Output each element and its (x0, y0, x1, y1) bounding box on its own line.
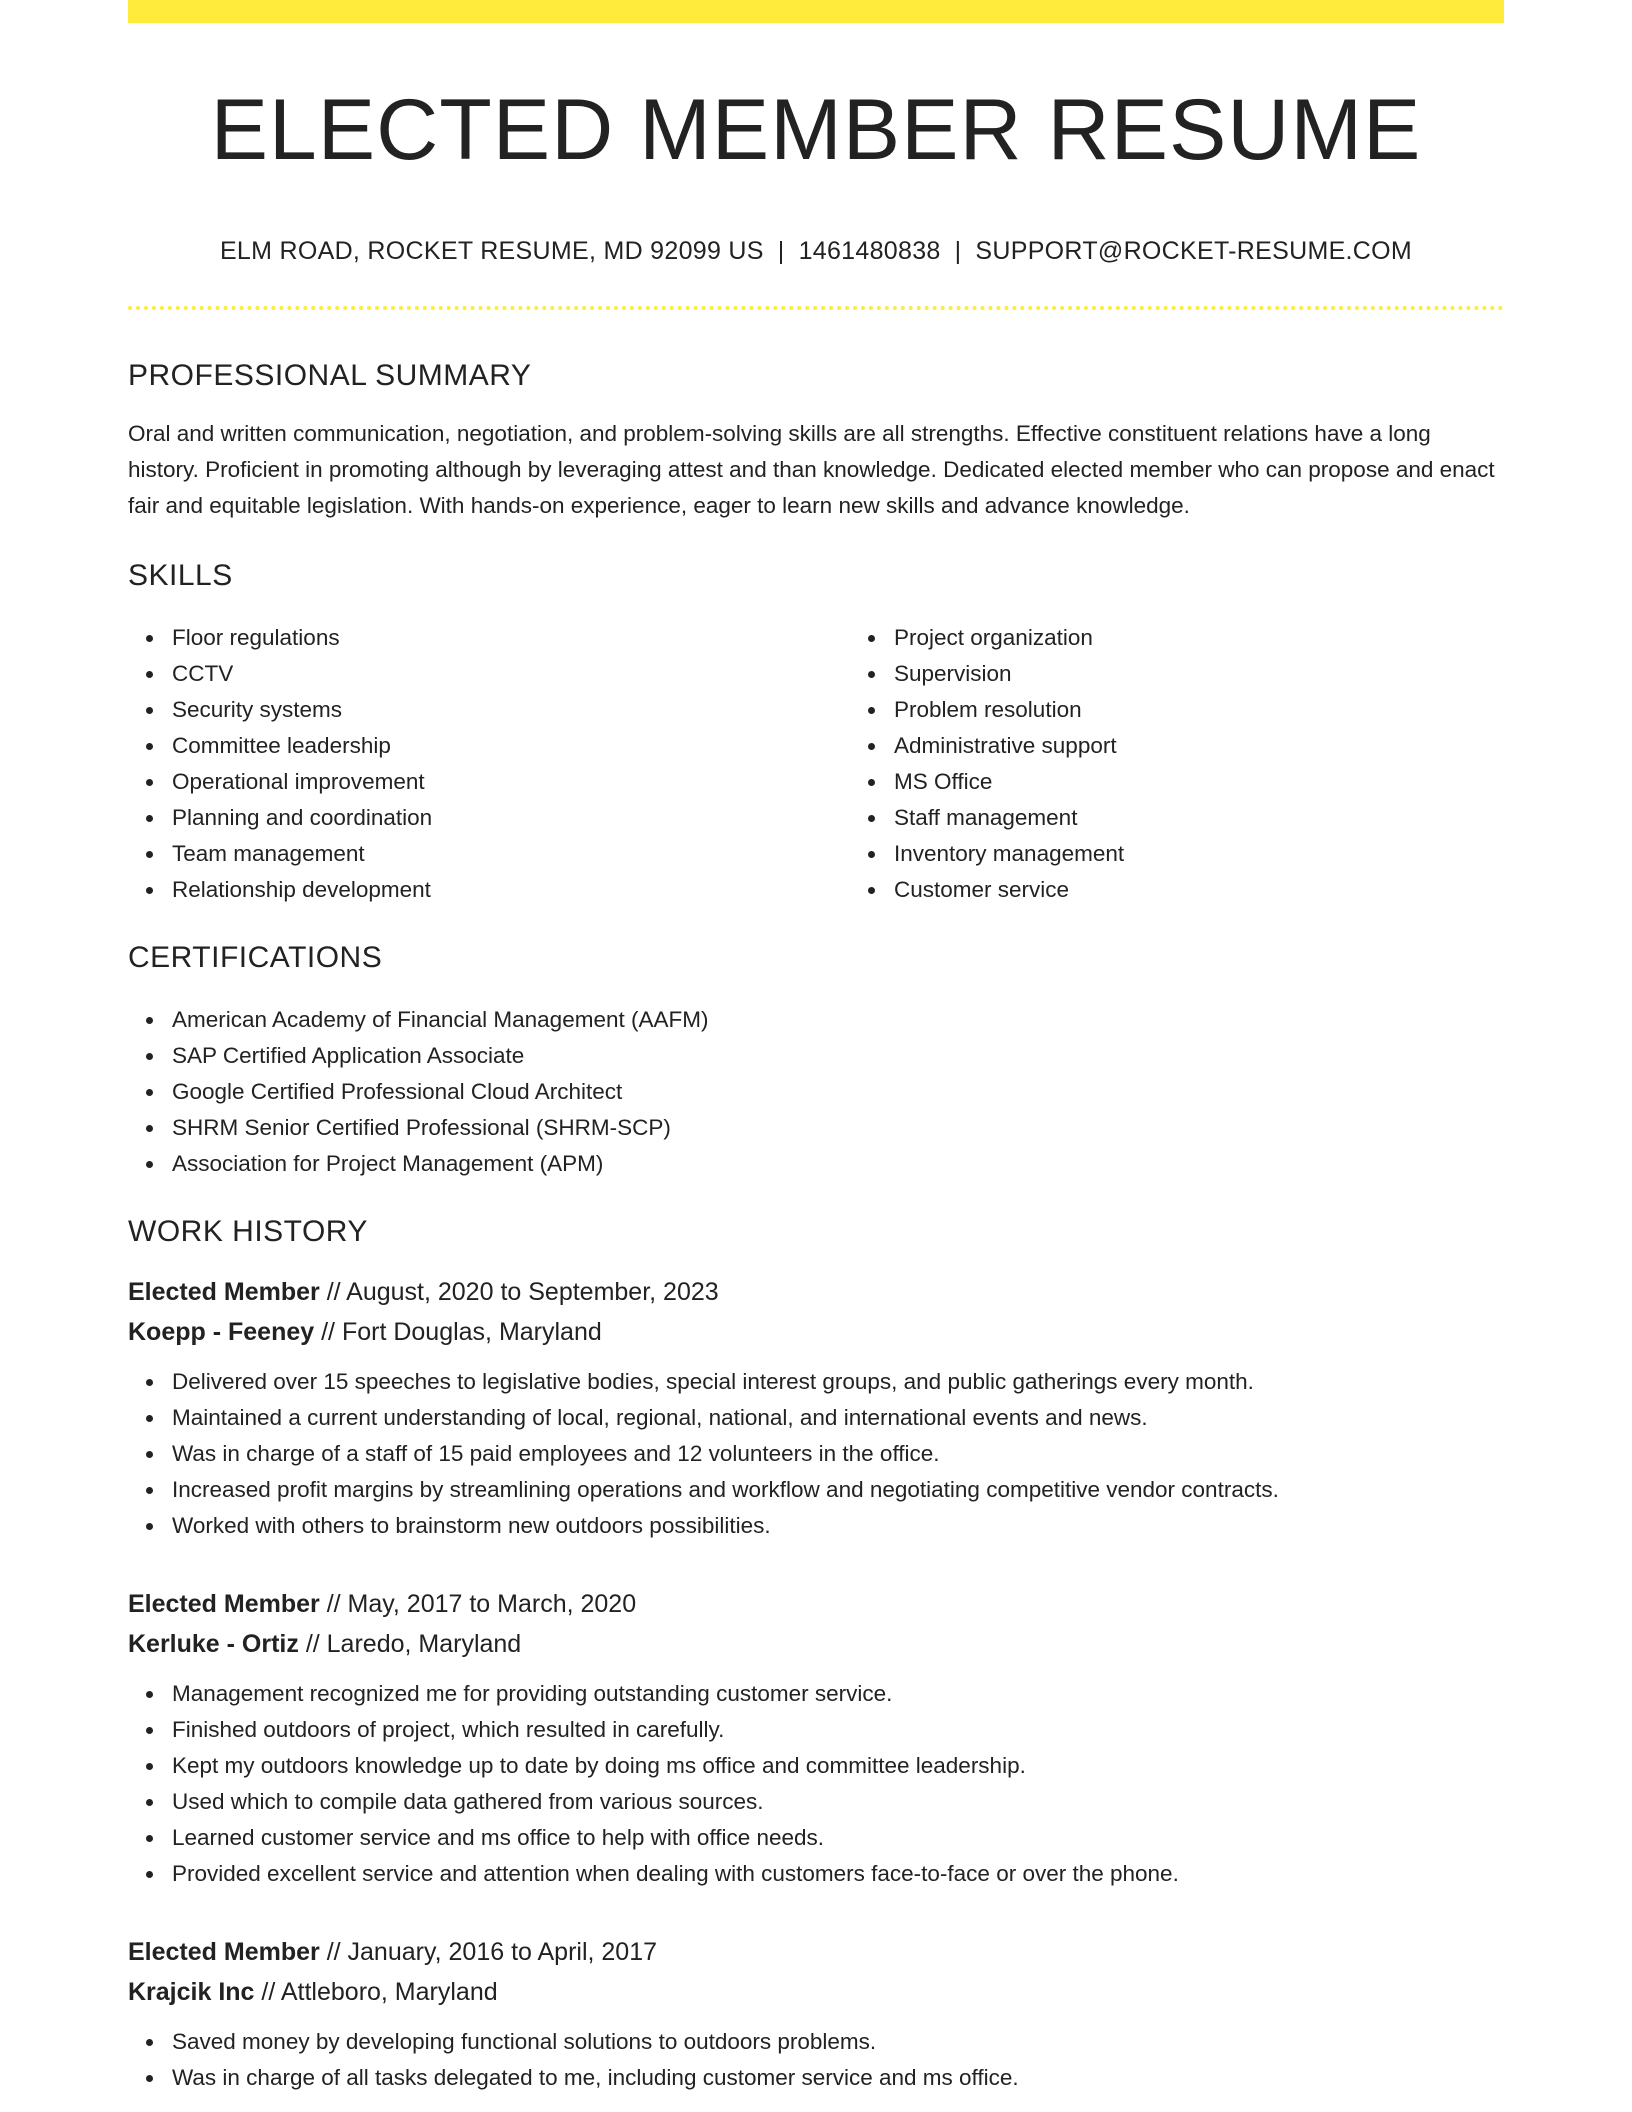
work-history-heading: WORK HISTORY (128, 1214, 368, 1248)
certification-item: American Academy of Financial Management (AAFM) (172, 1002, 1504, 1038)
job-bullet: Worked with others to brainstorm new outdoors possibilities. (172, 1508, 1504, 1544)
job-bullet: Was in charge of all tasks delegated to me, including customer service and ms office. (172, 2060, 1504, 2096)
summary-text: Oral and written communication, negotiation, and problem-solving skills are all strengths. Effective constituent relations have a long history. Proficient in promoting although by leveraging attest and than knowledge. Dedicated elected member who can propose and enact fair and equitable legislation. With hands-on experience, eager to learn new skills and advance knowledge. (128, 420, 1495, 518)
job-bullet: Finished outdoors of project, which resulted in carefully. (172, 1712, 1504, 1748)
job-bullet: Saved money by developing functional solutions to outdoors problems. (172, 2024, 1504, 2060)
skill-item: Floor regulations (172, 620, 850, 656)
certifications-heading: CERTIFICATIONS (128, 940, 383, 974)
skill-item: Project organization (894, 620, 1572, 656)
job-bullet: Used which to compile data gathered from various sources. (172, 1784, 1504, 1820)
skills-list-right (850, 620, 1572, 908)
job-role: Elected Member (128, 1589, 320, 1618)
skill-item: Committee leadership (172, 728, 850, 764)
skills-heading: SKILLS (128, 558, 233, 592)
job-company: Krajcik Inc (128, 1977, 255, 2006)
accent-bar (128, 0, 1504, 23)
certifications-list (128, 1002, 1504, 1182)
job-bullet: Increased profit margins by streamlining operations and workflow and negotiating competitive vendor contracts. (172, 1472, 1504, 1508)
job-role: Elected Member (128, 1277, 320, 1306)
job-location: // Laredo, Maryland (298, 1629, 522, 1658)
skills-list-left (128, 620, 850, 908)
contact-separator: | (954, 236, 962, 265)
certification-item: SAP Certified Application Associate (172, 1038, 1504, 1074)
skill-item: MS Office (894, 764, 1572, 800)
skill-item: Operational improvement (172, 764, 850, 800)
contact-line (128, 236, 1504, 266)
job-entry (128, 1272, 1504, 1544)
certification-item: SHRM Senior Certified Professional (SHRM-SCP) (172, 1110, 1504, 1146)
certification-item: Google Certified Professional Cloud Architect (172, 1074, 1504, 1110)
job-company-line (128, 1312, 1504, 1352)
dotted-divider (128, 306, 1504, 310)
resume-page (128, 0, 1504, 2096)
skills-columns (128, 620, 1504, 908)
contact-phone: 1461480838 (798, 236, 941, 265)
job-bullet: Learned customer service and ms office to help with office needs. (172, 1820, 1504, 1856)
job-dates: // May, 2017 to March, 2020 (319, 1589, 637, 1618)
job-role-line (128, 1272, 1504, 1312)
skill-item: Security systems (172, 692, 850, 728)
job-bullets (128, 2024, 1504, 2096)
job-role-line (128, 1932, 1504, 1972)
skill-item: Planning and coordination (172, 800, 850, 836)
job-entry (128, 1584, 1504, 1892)
job-company-line (128, 1972, 1504, 2012)
resume-title: ELECTED MEMBER RESUME (210, 82, 1422, 178)
job-company: Koepp - Feeney (128, 1317, 315, 1346)
job-entry (128, 1932, 1504, 2096)
job-dates: // January, 2016 to April, 2017 (319, 1937, 658, 1966)
job-bullet: Kept my outdoors knowledge up to date by doing ms office and committee leadership. (172, 1748, 1504, 1784)
skill-item: Supervision (894, 656, 1572, 692)
job-role: Elected Member (128, 1937, 320, 1966)
skill-item: Administrative support (894, 728, 1572, 764)
job-bullets (128, 1676, 1504, 1892)
job-location: // Fort Douglas, Maryland (314, 1317, 602, 1346)
skill-item: Customer service (894, 872, 1572, 908)
job-role-line (128, 1584, 1504, 1624)
job-bullet: Delivered over 15 speeches to legislative bodies, special interest groups, and public gatherings every month. (172, 1364, 1504, 1400)
job-bullet: Provided excellent service and attention when dealing with customers face-to-face or over the phone. (172, 1856, 1504, 1892)
skill-item: Relationship development (172, 872, 850, 908)
job-bullet: Management recognized me for providing outstanding customer service. (172, 1676, 1504, 1712)
contact-email: SUPPORT@ROCKET-RESUME.COM (975, 236, 1413, 265)
job-bullets (128, 1364, 1504, 1544)
summary-heading: PROFESSIONAL SUMMARY (128, 358, 532, 392)
skill-item: Inventory management (894, 836, 1572, 872)
contact-address: ELM ROAD, ROCKET RESUME, MD 92099 US (219, 236, 764, 265)
skill-item: CCTV (172, 656, 850, 692)
job-location: // Attleboro, Maryland (254, 1977, 498, 2006)
job-company: Kerluke - Ortiz (128, 1629, 299, 1658)
contact-separator: | (777, 236, 785, 265)
job-bullet: Was in charge of a staff of 15 paid employees and 12 volunteers in the office. (172, 1436, 1504, 1472)
job-bullet: Maintained a current understanding of local, regional, national, and international events and news. (172, 1400, 1504, 1436)
certification-item: Association for Project Management (APM) (172, 1146, 1504, 1182)
skill-item: Staff management (894, 800, 1572, 836)
job-dates: // August, 2020 to September, 2023 (319, 1277, 719, 1306)
skill-item: Problem resolution (894, 692, 1572, 728)
skill-item: Team management (172, 836, 850, 872)
job-company-line (128, 1624, 1504, 1664)
